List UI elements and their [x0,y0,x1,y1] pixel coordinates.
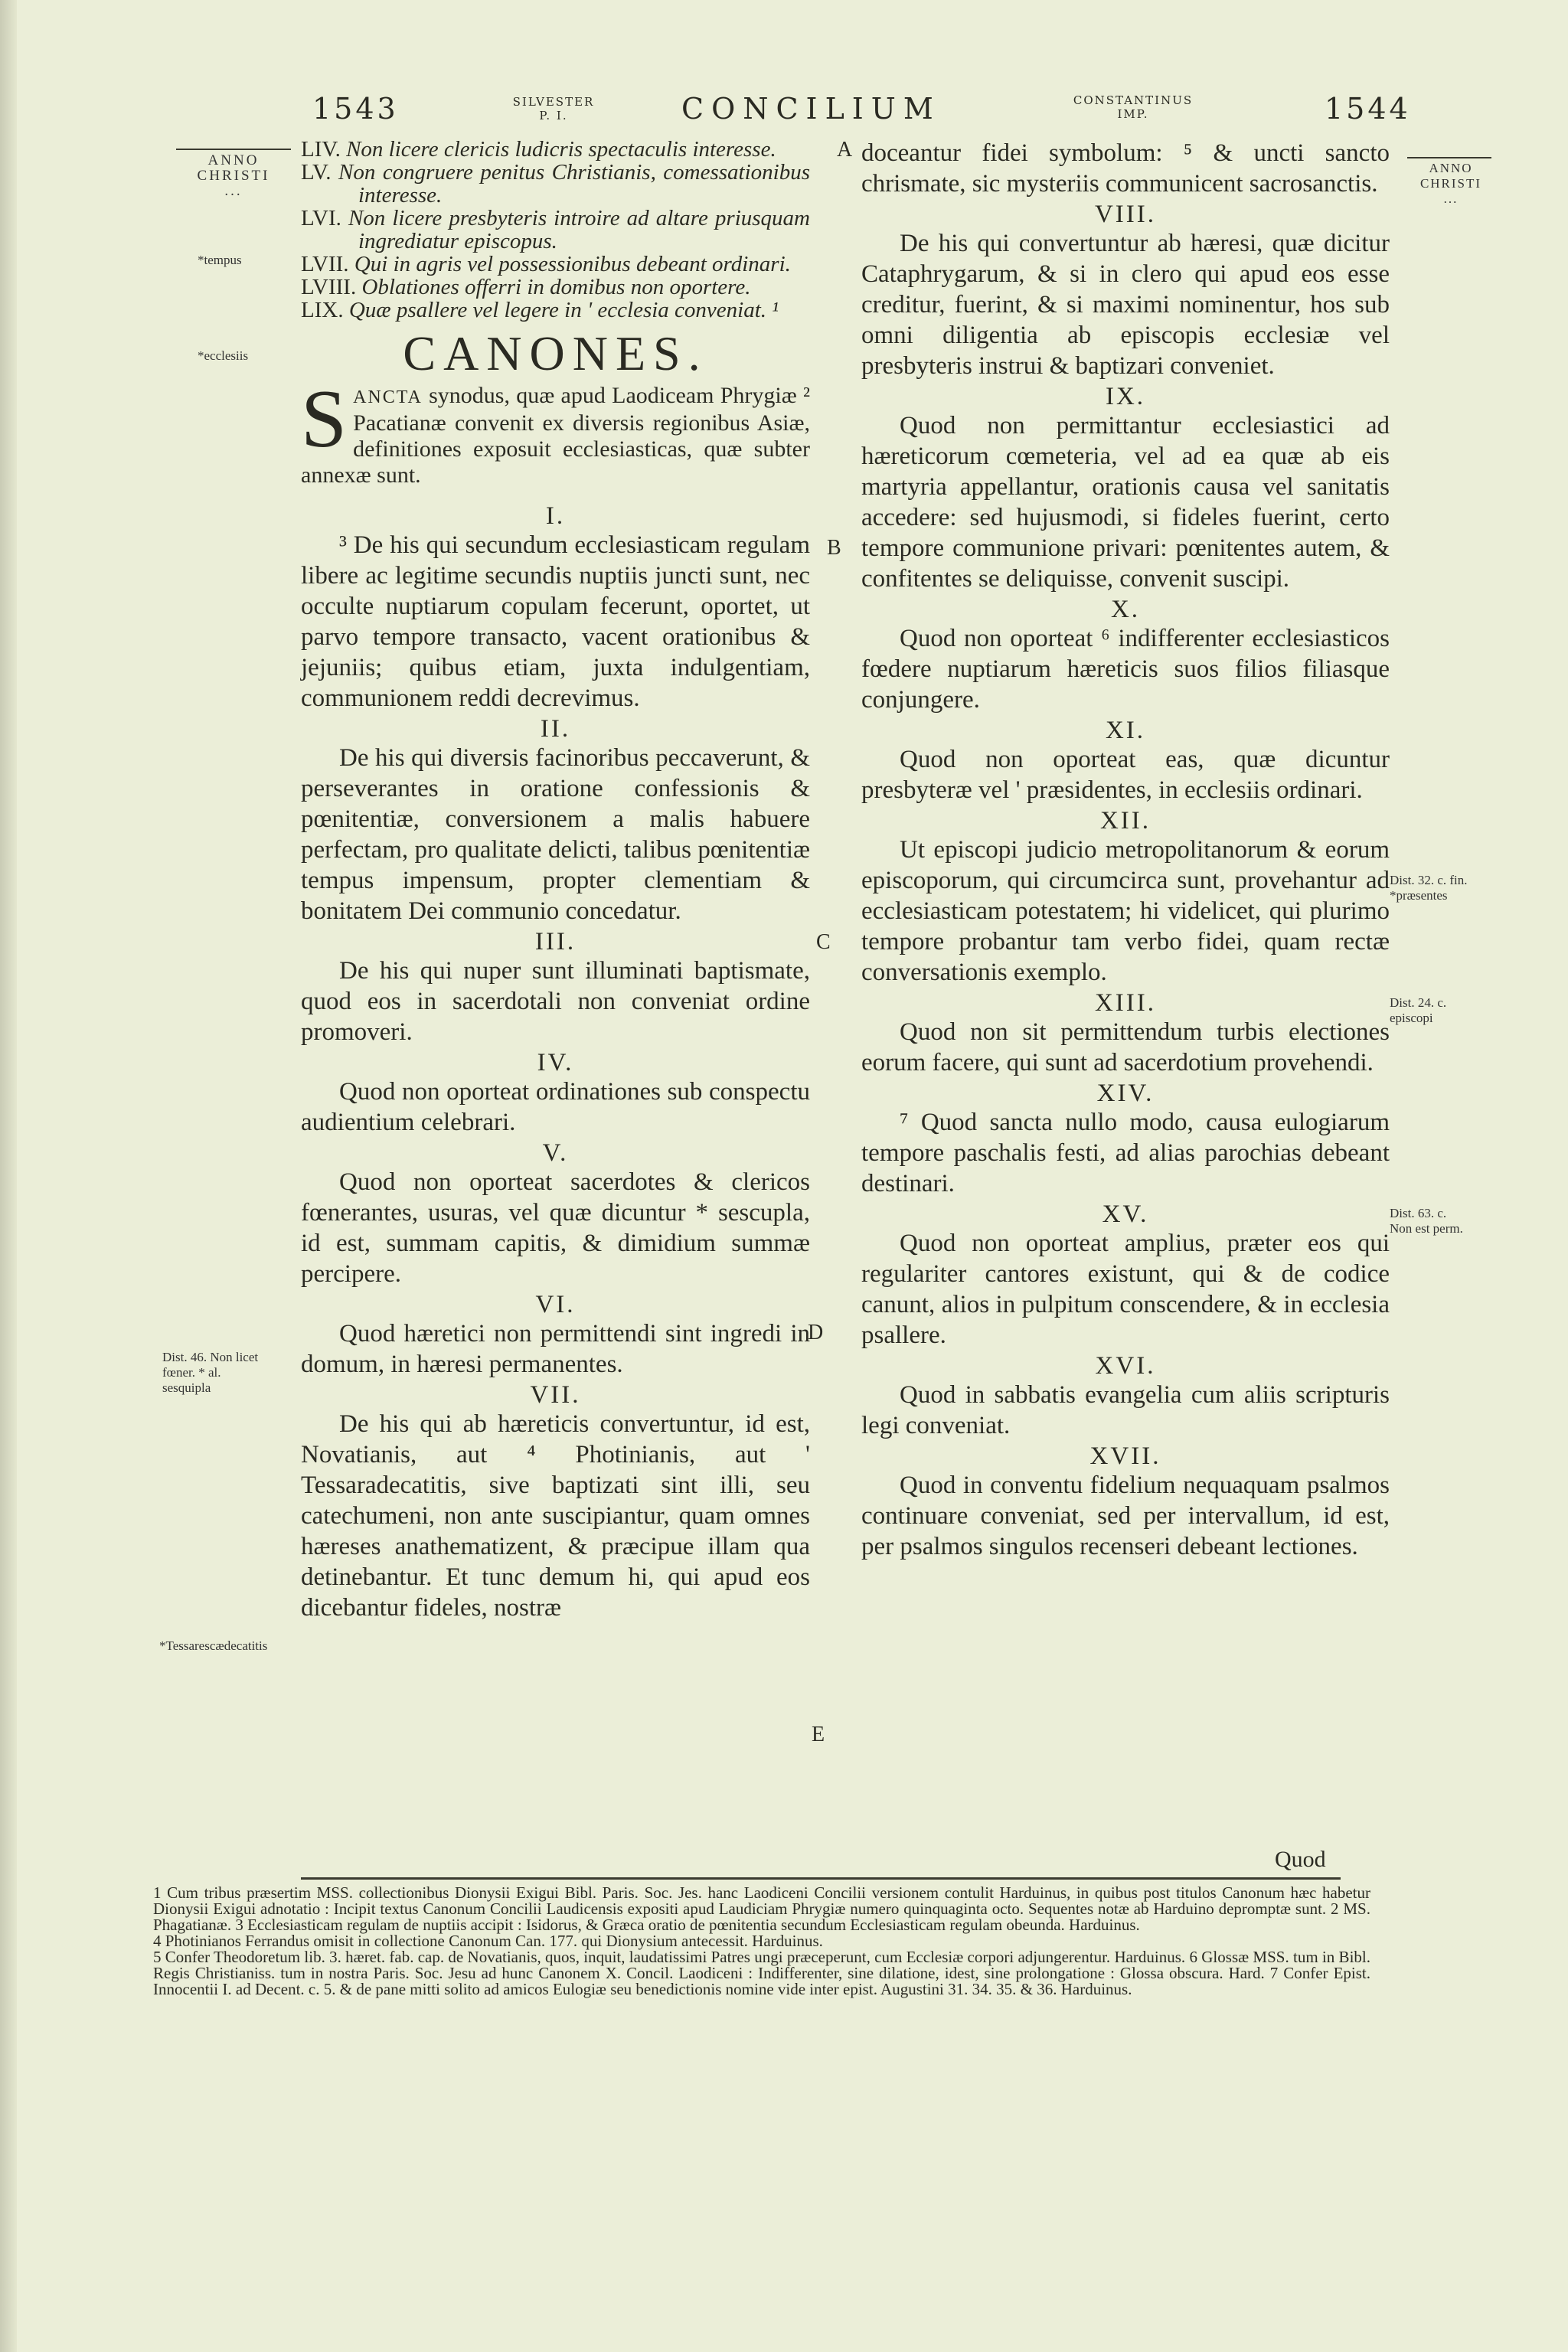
canon-number: XI. [1105,717,1146,744]
list-item [301,299,810,322]
list-item-text: Non licere presbyteris introire ad altare priusquam ingrediatur episcopus. [348,206,810,253]
canon-number: XIV. [1096,1080,1155,1107]
footnotes [153,1885,1370,1998]
footnote: 1 Cum tribus præsertim MSS. collectionibus Dionysii Exigui Bibl. Paris. Soc. Jes. hanc Laodiceni Concilii versionem contulit Harduinus, in quibus post titulos Canonum hæc habetur Dionysii Exigui adnotatio : Incipit textus Canonum Concilii Laudicensis expositi apud Laudiciam Phrygiæ numero quinquaginta octo. Sequentes notæ ab Harduino depromptæ sunt. 2 MS. Phagatianæ. 3 Ecclesiasticam regulam de nuptiis accipit : Isidorus, & Græca oratio de pœnitentia secundum Ecclesiasticam regulam obeunda. Harduinus. [153,1883,1370,1934]
canon-text: De his qui ab hæreticis convertuntur, id est, Novatianis, aut ⁴ Photinianis, aut ' Tessaradecatitis, sive baptizati sint illi, seu catechumeni, non ante suscipiantur, quam omnes hæreses anathematizent, & præcipue illam qua detinebantur. Et tunc demum hi, qui apud eos dicebantur fideles, nostræ [301,1410,810,1622]
page-number-left: 1543 [312,92,399,126]
canon-text: De his qui nuper sunt illuminati baptismate, quod eos in sacerdotali non conveniat ordine promoveri. [301,957,810,1046]
canon-text: Quod non oporteat ⁶ indifferenter ecclesiasticos fœdere nuptiarum hæreticis suos filios filiasque conjungere. [861,625,1390,714]
list-item-num: LVII. [301,252,349,276]
canon-number: XIII. [1094,989,1157,1017]
canon-text: Quod in conventu fidelium nequaquam psalmos continuare conveniat, sed per intervallum, id est, per psalmos singulos recenseri debeant lectiones. [861,1472,1390,1560]
canon-number: III. [534,928,577,956]
margin-note-dist63: Dist. 63. c. Non est perm. [1390,1206,1463,1236]
canon-number: IX. [1105,383,1146,410]
canon-text: Ut episcopi judicio metropolitanorum & eorum episcoporum, qui circumcirca sunt, provehantur ad ecclesiasticam potestatem; hi videlicet, qui plurimo tempore probantur tam verbo fidei, quam rectæ conversationis exemplo. [861,836,1390,986]
canon-text: Quod non permittantur ecclesiastici ad hæreticorum cœmeteria, vel ad ea quæ ab eis martyria appellantur, orationis causa vel sanitatis accedere: sed hujusmodi, si fideles fuerint, certo tempore communione privari: pœnitentes autem, & confitentes se deliquisse, convenit suscipi. [861,412,1390,593]
margin-note-dist32: Dist. 32. c. fin. *præsentes [1390,873,1468,903]
canon-number: X. [1110,596,1141,623]
canon-number: XVI. [1095,1352,1156,1380]
list-item-text: Quæ psallere vel legere in ' ecclesia conveniat. ¹ [348,298,779,322]
canon-number: XVII. [1089,1442,1161,1470]
canon-text: Quod hæretici non permittendi sint ingredi in domum, in hæresi permanentes. [301,1320,810,1378]
section-letter-b: B [827,536,841,560]
canon-text: Quod non oporteat sacerdotes & clericos fœnerantes, usuras, vel quæ dicuntur * sescupla, id est, summam capitis, & dimidium summæ percipere. [301,1168,810,1288]
list-item-text: Qui in agris vel possessionibus debeant ordinari. [354,252,791,276]
canon-text: ⁷ Quod sancta nullo modo, causa eulogiarum tempore paschalis festi, ad alias parochias debeant destinari. [861,1109,1390,1197]
canon-number: VI. [535,1291,576,1318]
canon-number: XV. [1102,1200,1149,1228]
header-emperor [1041,93,1225,121]
canon-number: VIII. [1094,201,1157,228]
page-number-right: 1544 [1325,92,1411,126]
footnote: 5 Confer Theodoretum lib. 3. hæret. fab. cap. de Novatianis, quos, inquit, laudatissimi Patres ungi præceperunt, cum Ecclesiæ corpori adjungerentur. Harduinus. 6 Glossæ MSS. tum in Bibl. Regis Christianiss. tum in nostra Paris. Soc. Jesu ad hunc Canonem X. Concil. Laodiceni : Indifferenter, sine dilatione, idest, sine prolongatione : Glossa obscura. Hard. 7 Confer Epist. Innocentii I. ad Decent. c. 5. & de pane mitti solito ad amicos Eulogiæ seu benedictionis nomine vide inter epist. Augustini 31. 34. 35. & 36. Harduinus. [153,1948,1370,1998]
list-item-text: Non congruere penitus Christianis, comessationibus interesse. [338,160,811,207]
canon-number: V. [542,1139,569,1167]
header-emperor-name: CONSTANTINUS [1073,93,1194,107]
intro-smallcaps: ANCTA [353,387,423,407]
intro-paragraph [301,374,810,488]
footnote: 4 Photinianos Ferrandus omisit in collectione Canonum Can. 177. qui Dionysium antecessit. Harduinus. [153,1932,823,1950]
section-letter-a: A [837,138,853,162]
canon-text: Quod non oporteat amplius, præter eos qui regulariter cantores existunt, qui & de codice canunt, alios in pulpitum conscendere, & in ecclesia psallere. [861,1230,1390,1349]
canon-text: Quod non oporteat ordinationes sub conspectu audientium celebrari. [301,1078,810,1136]
canon-text: Quod non sit permittendum turbis electiones eorum facere, qui sunt ad sacerdotium provehendi. [861,1018,1390,1076]
canon-number: I. [545,502,566,530]
section-letter-e: E [812,1723,825,1746]
christi-label-right: CHRISTI [1419,176,1482,191]
list-item [301,161,810,207]
list-item [301,207,810,253]
drop-cap: S [301,374,348,465]
page-binding-shadow [0,0,17,2352]
anno-dots-right: ... [1443,191,1459,206]
list-item-num: LIV. [301,137,341,162]
list-item [301,253,810,276]
left-column [301,138,810,1623]
margin-rule-left [176,149,291,150]
list-item-num: LVI. [301,206,341,230]
header-pope-title: P. I. [539,109,568,122]
list-item-num: LIX. [301,298,344,322]
canon-text: Quod in sabbatis evangelia cum aliis scripturis legi conveniat. [861,1381,1390,1439]
list-item [301,138,810,161]
anno-label: ANNO [207,152,260,168]
right-column [861,138,1390,1562]
canones-heading: CANONES. [403,326,708,381]
list-item-text: Non licere clericis ludicris spectaculis interesse. [346,137,776,162]
catchword: Quod [1275,1847,1326,1872]
canon-list [301,138,810,322]
continuation-text: doceantur fidei symbolum: ⁵ & uncti sancto chrismate, sic mysteriis communicent sacrosanctis. [861,139,1390,198]
margin-note-tessares: *Tessarescædecatitis [159,1638,268,1653]
canon-number: XII. [1099,807,1152,835]
header-emperor-title: IMP. [1117,107,1149,121]
canon-number: VII. [530,1381,581,1409]
anno-dots: ... [224,183,243,199]
list-item-num: LV. [301,160,332,185]
canon-text: Quod non oporteat eas, quæ dicuntur presbyteræ vel ' præsidentes, in ecclesiis ordinari. [861,746,1390,804]
footnote-rule [301,1877,1341,1880]
section-letter-d: D [808,1321,824,1344]
margin-note-tempus: *tempus [198,253,242,267]
anno-label-right: ANNO [1429,161,1473,175]
header-pope [496,95,611,122]
canon-number: II. [540,715,571,743]
canon-text: De his qui diversis facinoribus peccaverunt, & perseverantes in oratione confessionis & pœnitentiæ, conversionem a malis habuere perfectam, pro qualitate delicti, talibus pœnitentiæ tempus impensum, propter clementiam & bonitatem Dei communio concedatur. [301,744,810,925]
margin-note-dist46: Dist. 46. Non licet fœner. * al. sesquipla [162,1350,259,1395]
intro-text: synodus, quæ apud Laodiceam Phrygiæ ² Pacatianæ convenit ex diversis regionibus Asiæ, definitiones exposuit ecclesiasticas, quæ subter annexæ sunt. [301,383,810,488]
margin-rule-right [1407,157,1491,158]
canon-text: ³ De his qui secundum ecclesiasticam regulam libere ac legitime secundis nuptiis juncti sunt, nec occulte nuptiarum copulam fecerunt, oportet, ut parvo tempore transacto, vacent orationibus & jejuniis; quibus etiam, juxta indulgentiam, communionem reddi decrevimus. [301,531,810,712]
margin-note-dist24: Dist. 24. c. episcopi [1390,995,1447,1025]
anno-christi-right [1409,161,1493,207]
canon-text: De his qui convertuntur ab hæresi, quæ dicitur Cataphrygarum, & si in clero qui apud eos esse creditur, fuerint, & si maximi nominentur, hos sub omni diligentia ab episcopis ecclesiæ vel presbyteris instrui & baptizari conveniet. [861,230,1390,380]
header-pope-name: SILVESTER [512,95,595,109]
running-title: CONCILIUM [681,92,941,126]
christi-label: CHRISTI [197,168,270,184]
margin-note-ecclesiis: *ecclesiis [198,348,249,363]
list-item-text: Oblationes offerri in domibus non oportere. [361,275,751,299]
list-item-num: LVIII. [301,275,357,299]
canon-number: IV. [537,1049,574,1076]
list-item [301,276,810,299]
anno-christi-left [176,153,291,199]
section-letter-c: C [816,930,831,954]
